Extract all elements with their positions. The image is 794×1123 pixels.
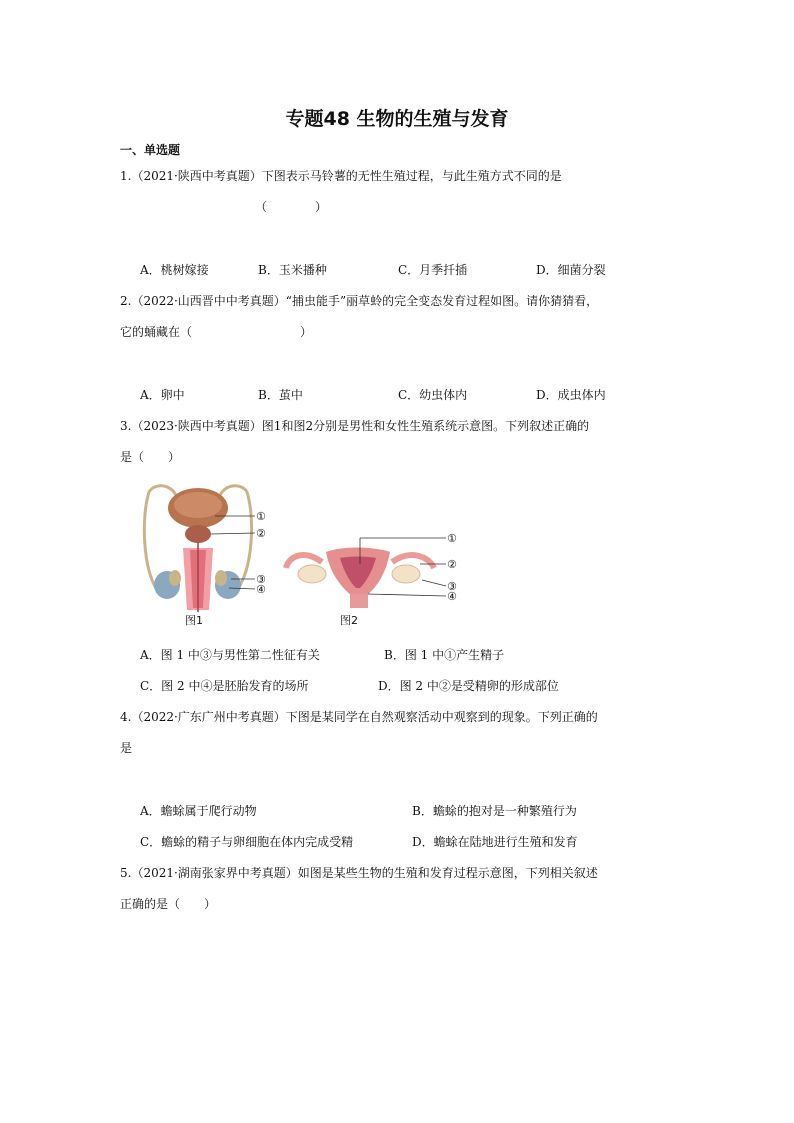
question-3-option-a: A．图 1 中③与男性第二性征有关	[140, 648, 320, 662]
section-heading: 一、单选题	[120, 143, 181, 157]
fig2-label-3: ③	[447, 580, 457, 593]
fig2-caption: 图2	[340, 614, 358, 627]
question-1-blank: （ ）	[255, 200, 328, 214]
question-3-option-d: D．图 2 中②是受精卵的形成部位	[378, 679, 559, 693]
question-5-stem-continued: 正确的是（ ）	[120, 897, 217, 911]
fig1-caption: 图1	[185, 614, 203, 627]
question-4-stem: 4.（2022·广东广州中考真题）下图是某同学在自然观察活动中观察到的现象。下列正确的	[120, 710, 598, 724]
question-1-option-d: D．细菌分裂	[536, 263, 606, 277]
question-1-option-a: A．桃树嫁接	[140, 263, 209, 277]
question-2-stem: 2.（2022·山西晋中中考真题）“捕虫能手”丽草蛉的完全变态发育过程如图。请你猜猜看，	[120, 294, 599, 308]
fig1-label-1: ①	[256, 510, 266, 523]
female-reproductive-diagram	[282, 534, 472, 614]
question-1-stem: 1.（2021·陕西中考真题）下图表示马铃薯的无性生殖过程，与此生殖方式不同的是	[120, 169, 562, 183]
question-5-stem: 5.（2021·湖南张家界中考真题）如图是某些生物的生殖和发育过程示意图，下列相关叙述	[120, 866, 598, 880]
question-4-option-c: C．蟾蜍的精子与卵细胞在体内完成受精	[140, 835, 354, 849]
page-title: 专题48 生物的生殖与发育	[285, 108, 509, 130]
question-2-option-d: D．成虫体内	[536, 388, 606, 402]
question-3-option-b: B．图 1 中①产生精子	[384, 648, 505, 662]
question-4-option-b: B．蟾蜍的抱对是一种繁殖行为	[412, 804, 577, 818]
question-2-option-c: C．幼虫体内	[398, 388, 468, 402]
question-1-option-b: B．玉米播种	[258, 263, 327, 277]
question-3-option-c: C．图 2 中④是胚胎发育的场所	[140, 679, 309, 693]
fig2-label-1: ①	[447, 532, 457, 545]
question-4-option-a: A．蟾蜍属于爬行动物	[140, 804, 257, 818]
fig1-label-3: ③	[256, 573, 266, 586]
fig2-label-2: ②	[447, 558, 457, 571]
fig2-label-4: ④	[447, 590, 457, 603]
fig1-label-4: ④	[256, 583, 266, 596]
question-4-option-d: D．蟾蜍在陆地进行生殖和发育	[412, 835, 578, 849]
question-2-option-a: A．卵中	[140, 388, 185, 402]
question-3-stem-continued: 是（ ）	[120, 450, 181, 464]
question-2-stem-continued: 它的蛹藏在（ ）	[120, 325, 313, 339]
question-2-option-b: B．茧中	[258, 388, 303, 402]
question-4-stem-continued: 是	[120, 741, 133, 755]
question-3-stem: 3.（2023·陕西中考真题）图1和图2分别是男性和女性生殖系统示意图。下列叙述正确的	[120, 419, 590, 433]
male-reproductive-diagram	[135, 478, 285, 620]
fig1-label-2: ②	[256, 527, 266, 540]
question-1-option-c: C．月季扦插	[398, 263, 468, 277]
